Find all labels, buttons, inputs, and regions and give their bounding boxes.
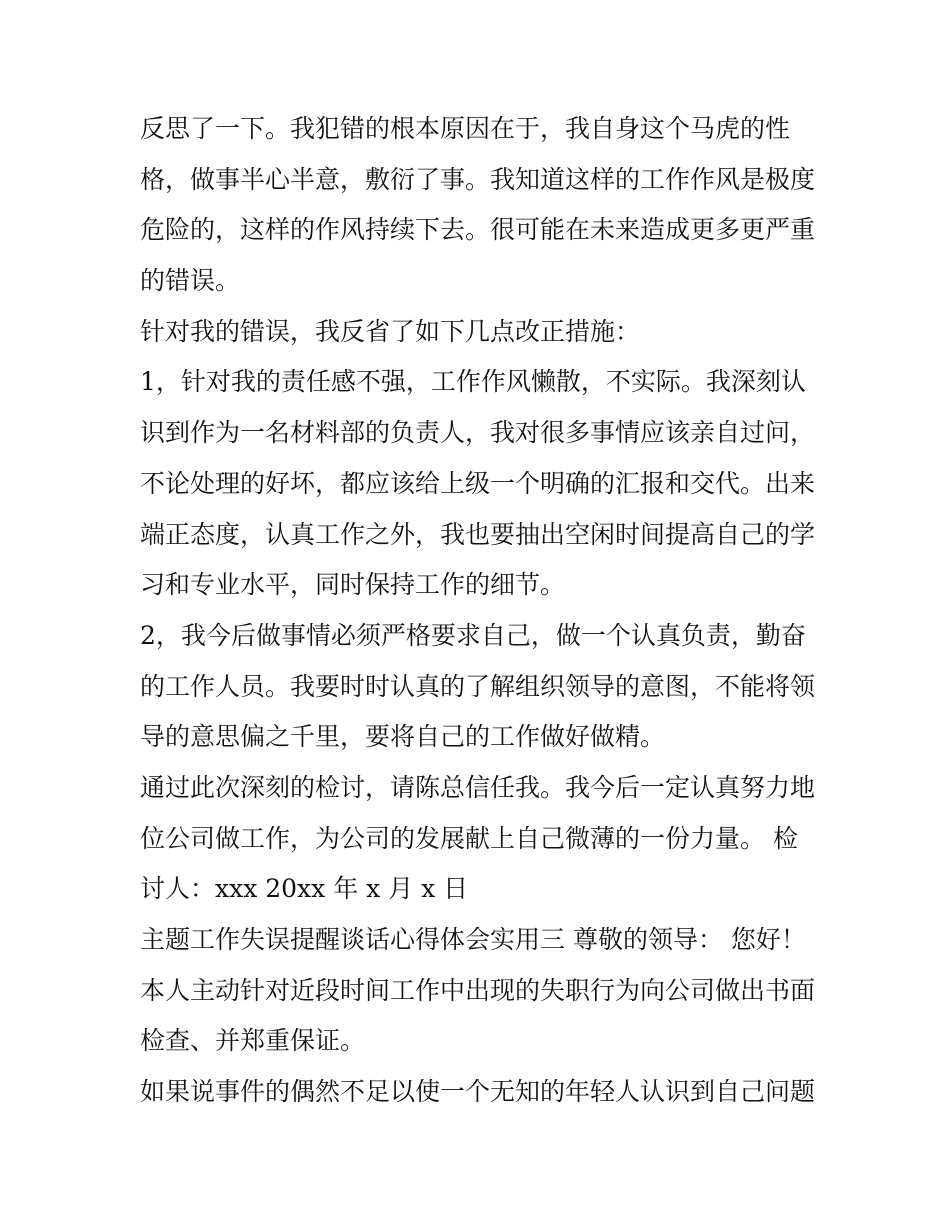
text-line-8: 不论处理的好坏，都应该给上级一个明确的汇报和交代。出来 [140,468,816,498]
text-line-19: 检查、并郑重保证。 [140,1026,366,1056]
text-line-2: 格，做事半心半意，敷衍了事。我知道这样的工作作风是极度 [140,164,816,194]
text-line-12: 的工作人员。我要时时认真的了解组织领导的意图，不能将领 [140,671,816,701]
text-line-3: 危险的，这样的作风持续下去。很可能在未来造成更多更严重 [140,215,816,245]
text-line-18: 本人主动针对近段时间工作中出现的失职行为向公司做出书面 [140,975,816,1005]
text-line-6: 1，针对我的责任感不强，工作作风懒散，不实际。我深刻认 [140,367,806,397]
text-line-10: 习和专业水平，同时保持工作的细节。 [140,570,566,600]
text-line-17: 主题工作失误提醒谈话心得体会实用三 尊敬的领导： 您好！ [140,925,806,954]
text-line-7: 识到作为一名材料部的负责人，我对很多事情应该亲自过问， [140,418,816,448]
text-line-14: 通过此次深刻的检讨，请陈总信任我。我今后一定认真努力地 [140,772,816,802]
text-line-15: 位公司做工作，为公司的发展献上自己微薄的一份力量。 检 [140,823,798,853]
text-line-1: 反思了一下。我犯错的根本原因在于，我自身这个马虎的性 [140,114,791,143]
text-line-11: 2，我今后做事情必须严格要求自己，做一个认真负责，勤奋 [140,620,806,650]
text-line-4: 的错误。 [140,266,241,296]
text-line-5: 针对我的错误，我反省了如下几点改正措施： [140,316,641,346]
text-line-16: 讨人：xxx 20xx 年 x 月 x 日 [140,874,469,904]
text-line-13: 导的意思偏之千里，要将自己的工作做好做精。 [140,722,666,752]
text-line-20: 如果说事件的偶然不足以使一个无知的年轻人认识到自己问题 [140,1077,816,1107]
text-line-9: 端正态度，认真工作之外，我也要抽出空闲时间提高自己的学 [140,519,816,549]
document-body [140,104,820,1118]
